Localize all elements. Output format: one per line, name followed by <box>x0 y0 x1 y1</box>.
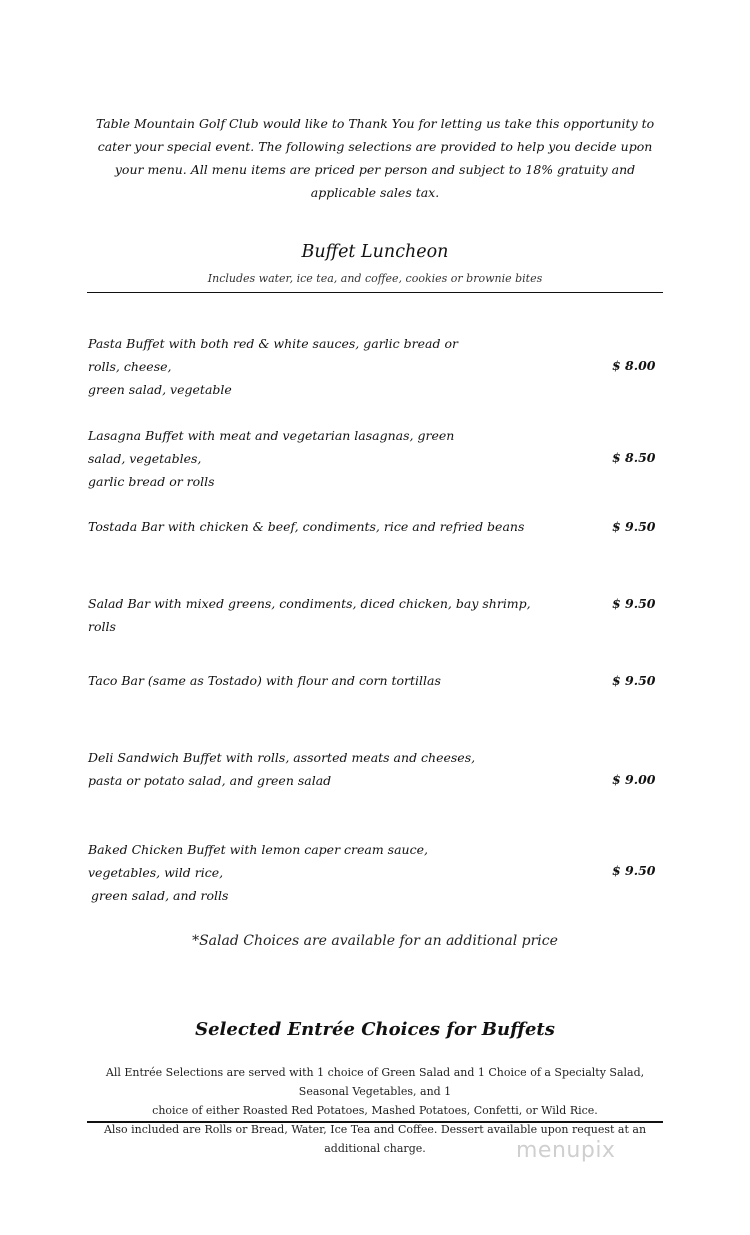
section-divider <box>87 1121 663 1123</box>
menu-item-line: green salad, and rolls <box>91 888 229 903</box>
entree-desc-line: All Entrée Selections are served with 1 choice of Green Salad and 1 Choice of a Specialty Salad, Seasonal Vegetables, and 1 <box>105 1066 645 1098</box>
menu-item-line: pasta or potato salad, and green salad <box>88 773 332 788</box>
menu-item-price: $ 9.50 <box>612 596 656 611</box>
menu-item-price: $ 8.00 <box>612 358 656 373</box>
menu-item-line: Baked Chicken Buffet with lemon caper cream sauce, vegetables, wild rice, <box>88 842 428 880</box>
menu-item-baked-chicken <box>88 838 488 907</box>
menu-item-line: Lasagna Buffet with meat and vegetarian lasagnas, green salad, vegetables, <box>88 428 455 466</box>
menu-item-price: $ 8.50 <box>612 450 656 465</box>
menu-item-line: Deli Sandwich Buffet with rolls, assorted meats and cheeses, <box>88 750 476 765</box>
menu-item-line: Pasta Buffet with both red & white sauces, garlic bread or rolls, cheese, <box>88 336 458 374</box>
menu-item-salad-bar <box>88 592 538 638</box>
menu-item-line: garlic bread or rolls <box>88 474 215 489</box>
menu-item-line: Tostada Bar with chicken & beef, condiments, rice and refried beans <box>88 519 525 534</box>
section-divider <box>87 292 663 293</box>
menu-item-line: Salad Bar with mixed greens, condiments, diced chicken, bay shrimp, rolls <box>88 596 531 634</box>
entree-desc-line: Also included are Rolls or Bread, Water, Ice Tea and Coffee. Dessert available upon request at an additional charge. <box>103 1123 647 1155</box>
menu-item-line: Taco Bar (same as Tostado) with flour and corn tortillas <box>88 673 441 688</box>
menupix-watermark: menupix <box>516 1138 616 1163</box>
menu-item-line: green salad, vegetable <box>88 382 232 397</box>
menu-item-pasta <box>88 332 488 401</box>
entree-desc-line: choice of either Roasted Red Potatoes, Mashed Potatoes, Confetti, or Wild Rice. <box>152 1104 598 1117</box>
menu-item-deli <box>88 746 488 792</box>
menu-item-tostada <box>88 515 538 538</box>
intro-paragraph: Table Mountain Golf Club would like to Thank You for letting us take this opportunity to cater your special event. The following selections are provided to help you decide upon your menu. All menu items are priced per person and subject to 18% gratuity and applicable sales tax. <box>95 116 655 200</box>
menu-item-taco-bar <box>88 669 538 692</box>
menu-item-price: $ 9.50 <box>612 673 656 688</box>
menu-item-price: $ 9.50 <box>612 863 656 878</box>
menu-item-price: $ 9.50 <box>612 519 656 534</box>
menu-item-lasagna <box>88 424 488 493</box>
menu-item-price: $ 9.00 <box>612 772 656 787</box>
entree-title: Selected Entrée Choices for Buffets <box>195 1019 555 1040</box>
buffet-title: Buffet Luncheon <box>301 242 449 262</box>
salad-note: *Salad Choices are available for an additional price <box>192 933 558 949</box>
buffet-subtitle: Includes water, ice tea, and coffee, cookies or brownie bites <box>207 272 543 285</box>
